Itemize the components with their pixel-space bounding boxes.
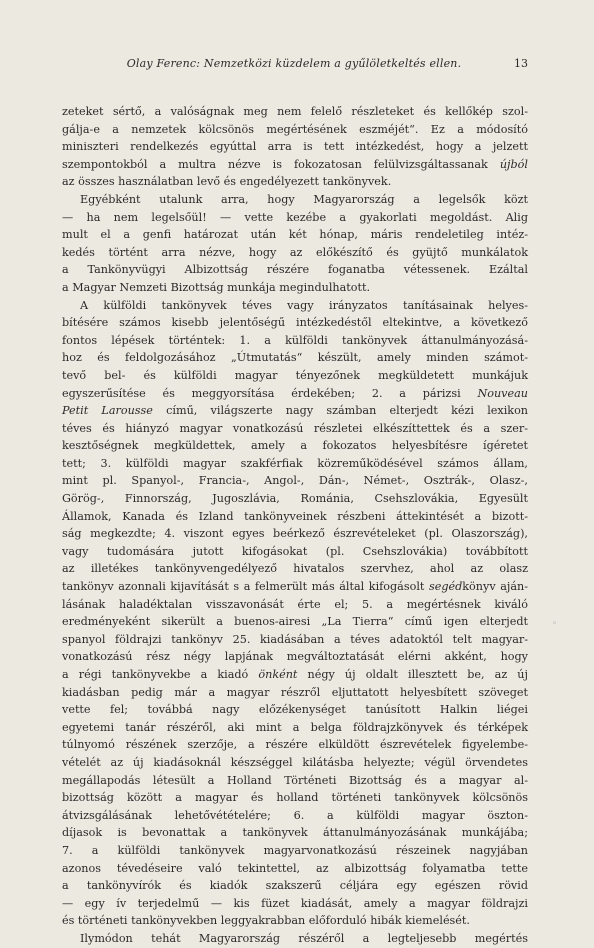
italic-word: önként [258, 668, 298, 681]
text-line: az illetékes tankönyvengedélyező hivatalos szervhez, ahol az olasz [62, 562, 528, 576]
text-line: átvizsgálásának lehetővétételére; 6. a külföldi magyar öszton- [62, 808, 528, 822]
text-line: szempontokból a multra nézve is fokozatosan felülvizsgáltassanak újból [62, 157, 528, 171]
text-line: vételét az új kiadásoknál készséggel kilátásba helyezte; végül örvendetes [62, 755, 528, 769]
text-line: azonos tévedéseire való tekintettel, az albizottság folyamatba tette [62, 861, 528, 875]
text-line: — ha nem legelsőül! — vette kezébe a gyakorlati megoldást. Alig [62, 210, 528, 224]
text-line: mult el a genfi határozat után két hónap, máris rendeletileg intéz- [62, 228, 528, 242]
running-head [60, 56, 528, 72]
text-line: a Tankönyvügyi Albizottság részére foganatba vétessenek. Ezáltal [62, 263, 528, 277]
text-line: egyetemi tanár részéről, aki mint a belga földrajzkönyvek és térképek [62, 720, 528, 734]
text-line: téves és hiányzó magyar vonatkozású részletei elkészíttettek és a szer- [62, 421, 528, 435]
text-line: kedés történt arra nézve, hogy az előkészítő és gyüjtő munkálatok [62, 245, 528, 259]
text-line: ság megkezdte; 4. viszont egyes beérkező észrevételeket (pl. Olaszország), [62, 527, 528, 541]
text-line: A külföldi tankönyvek téves vagy irányzatos tanításainak helyes- [80, 298, 528, 312]
text-line: mint pl. Spanyol-, Francia-, Angol-, Dán-, Német-, Osztrák-, Olasz-, [62, 474, 528, 488]
text-line: Államok, Kanada és Izland tankönyveinek részbeni áttekintését a bizott- [62, 509, 528, 523]
text-line: megállapodás létesült a Holland Történeti Bizottság és a magyar al- [62, 773, 528, 787]
text-line: vagy tudomásárа jutott kifogásokat (pl. Csehszlovákia) továbbított [62, 544, 528, 558]
text-line: bítésére számos kisebb jelentőségű intézkedéstől eltekintve, a következő [62, 316, 528, 330]
text-line: Egyébként utalunk arra, hogy Magyarország a legelsők közt [80, 192, 528, 206]
running-title: Olay Ferenc: Nemzetközi küzdelem a gyűlöletkeltés ellen. [126, 57, 462, 70]
text-line: a tankönyvírók és kiadók szakszerű céljára egy egészen rövid [62, 879, 528, 893]
text-line: miniszteri rendelkezés egyúttal arra is tett intézkedést, hogy a jelzett [62, 140, 528, 154]
text-line: spanyol földrajzi tankönyv 25. kiadásában a téves adatoktól telt magyar- [62, 632, 528, 646]
text-line: — egy ív terjedelmű — kis füzet kiadását, amely a magyar földrajzi [62, 896, 528, 910]
text-line: tankönyv azonnali kijavítását s a felmerült más által kifogásolt segédkönyv aján- [62, 580, 528, 594]
text-line: az összes használatban levő és engedélyezett tankönyvek. [62, 175, 392, 189]
text-line: túlnyomó részének szerzője, a részére elküldött észrevételek figyelembe- [62, 738, 528, 752]
text-line: Görög-, Finnország, Jugoszlávia, Románia, Csehszlovákia, Egyesült [62, 492, 528, 506]
text-line: Petit Larousse című, világszerte nagy számban elterjedt kézi lexikon [62, 404, 529, 418]
text-line: zeteket sértő, a valóságnak meg nem felelő részleteket és kellőkép szol- [62, 105, 528, 118]
page-number: 13 [514, 57, 528, 70]
text-line: tevő bel- és külföldi magyar tényezőnek megküldetett munkájuk [62, 368, 528, 382]
text-line: Ilymódon tehát Magyarország részéről a legteljesebb megértés [80, 931, 528, 945]
italic-word: újból [499, 157, 528, 171]
text-line: hoz és feldolgozásához „Útmutatás“ készült, amely minden számot- [62, 351, 528, 365]
text-line: a Magyar Nemzeti Bizottság munkája megindulhatott. [62, 280, 371, 294]
italic-word: Nouveau [477, 386, 528, 400]
text-line: gálja-e a nemzetek kölcsönös megértésének eszméjét“. Ez a módosító [62, 122, 528, 136]
text-line: eredményeként sikerült a buenos-airesi „La Tierra“ című igen elterjedt [62, 615, 528, 629]
text-line: fontos lépések történtek: 1. a külföldi tankönyvek áttanulmányozásá- [62, 333, 528, 347]
italic-word: segéd [428, 580, 463, 594]
text-line: díjasok is bevonattak a tankönyvek áttanulmányozásának munkájába; [62, 826, 528, 840]
text-line: 7. a külföldi tankönyvek magyarvonatkozású részeinek nagyjában [62, 843, 528, 857]
italic-word: Petit Larousse [62, 404, 153, 418]
text-line: lásának haladéktalan visszavonását érte el; 5. a megértésnek kiváló [62, 597, 528, 611]
text-line: vette fel; továbbá nagy előzékenységet tanúsított Halkin liégei [62, 703, 528, 717]
text-line: és történeti tankönyvekben leggyakrabban előforduló hibák kiemelését. [62, 914, 470, 928]
body-text [62, 103, 528, 948]
text-line: egyszerűsítése és meggyorsítása érdekében; 2. a párizsi Nouveau [62, 386, 528, 400]
text-line: a régi tankönyvekbe a kiadó önként négy új oldalt illesztett be, az új [62, 668, 528, 681]
text-line: vonatkozású rész négy lapjának megváltoztatását elérni akként, hogy [62, 650, 528, 664]
text-line: bizottság között a magyar és holland történeti tankönyvek kölcsönös [62, 791, 528, 805]
text-line: tett; 3. külföldi magyar szakférfiak közreműködésével számos állam, [62, 456, 528, 470]
margin-mark: ◦ [552, 619, 558, 629]
text-line: kesztőségnek megküldettek, amely a fokozatos helyesbítésre ígéretet [62, 439, 528, 453]
text-line: kiadásban pedig már a magyar részről eljuttatott helyesbített szöveget [62, 685, 528, 699]
